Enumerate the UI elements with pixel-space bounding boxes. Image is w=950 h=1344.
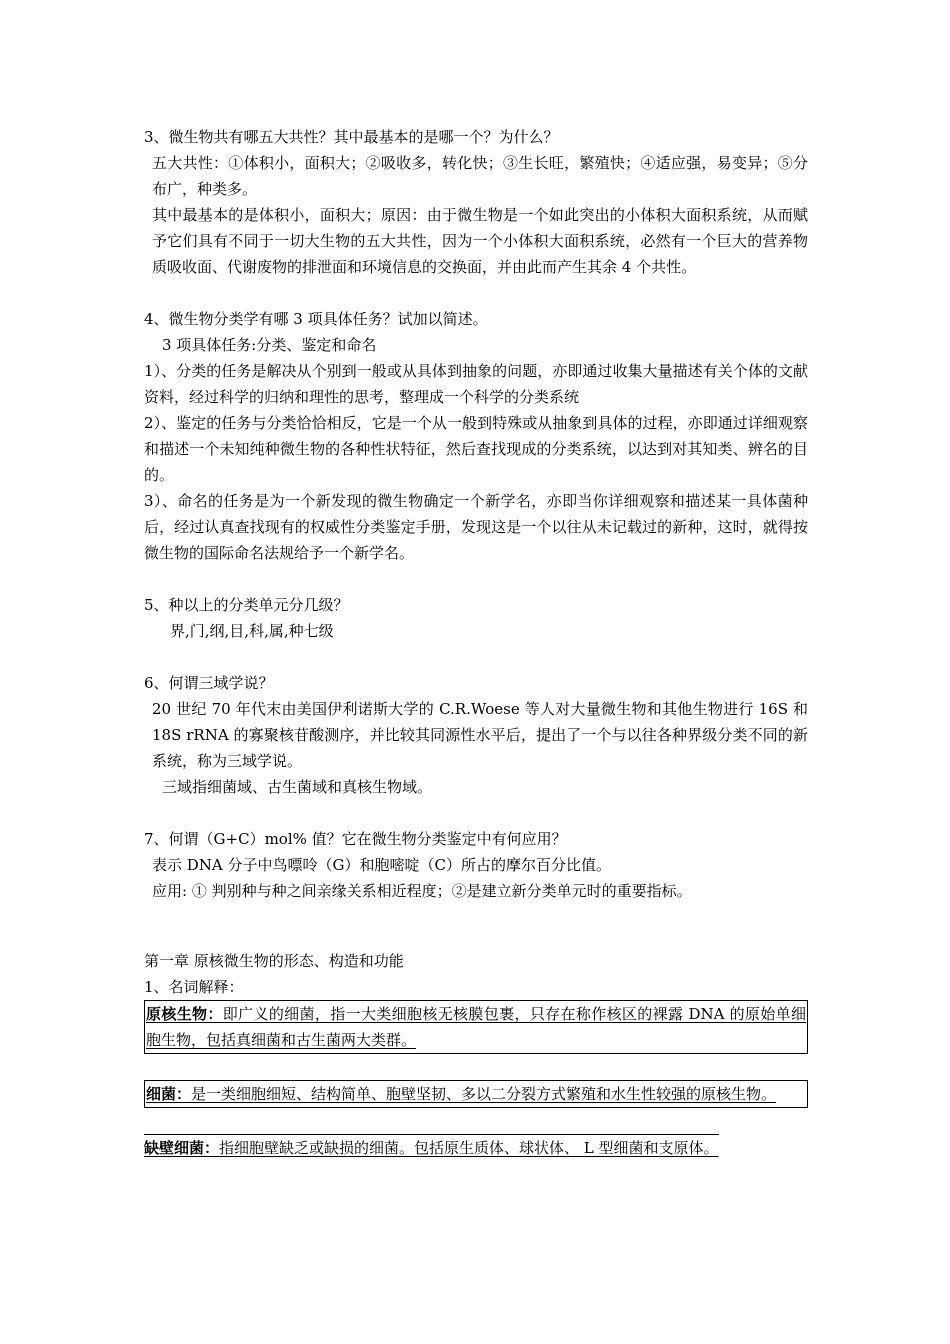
q3-answer-reason: 其中最基本的是体积小，面积大；原因：由于微生物是一个如此突出的小体积大面积系统，从而赋予它们具有不同于一切大生物的五大共性，因为一个小体积大面积系统，必然有一个巨大的营养物质吸收面、代谢废物的排泄面和环境信息的交换面，并由此而产生其余 4 个共性。 [152,206,808,276]
q4-identification: 2）、鉴定的任务与分类恰恰相反，它是一个从一般到特殊或从抽象到具体的过程，亦即通过详细观察和描述一个未知纯种微生物的各种性状特征，然后查找现成的分类系统，以达到对其知类、辨名的目的。 [144,414,808,484]
document-body [144,124,808,1161]
q6-answer-domains: 三域指细菌域、古生菌域和真核生物域。 [162,778,433,796]
q5-question: 5、种以上的分类单元分几级？ [144,596,349,614]
term-definition: 即广义的细菌，指一大类细胞核无核膜包裹，只存在称作核区的裸露 DNA 的原始单细胞生物，包括真细菌和古生菌两大类群。 [146,1005,806,1049]
term-label: 原核生物： [146,1005,223,1023]
q4-nomenclature: 3）、命名的任务是为一个新发现的微生物确定一个新学名，亦即当你详细观察和描述某一具体菌种后，经过认真查找现有的权威性分类鉴定手册，发现这是一个以往从未记载过的新种，这时，就得按微生物的国际命名法规给予一个新学名。 [144,492,808,562]
term-label: 缺壁细菌： [144,1139,220,1157]
q7-answer-definition: 表示 DNA 分子中鸟嘌呤（G）和胞嘧啶（C）所占的摩尔百分比值。 [152,856,611,874]
q4-intro: 3 项具体任务:分类、鉴定和命名 [162,336,377,354]
term-prokaryote [144,1000,808,1054]
term-cell-wall-deficient-bacteria [144,1134,719,1161]
q3-question: 3、微生物共有哪五大共性？其中最基本的是哪一个？为什么？ [144,128,559,146]
q7-question: 7、何谓（G+C）mol% 值？它在微生物分类鉴定中有何应用？ [144,830,567,848]
chapter-title: 第一章 原核微生物的形态、构造和功能 [144,952,404,970]
q6-answer-history: 20 世纪 70 年代末由美国伊利诺斯大学的 C.R.Woese 等人对大量微生物和其他生物进行 16S 和 18S rRNA 的寡聚核苷酸测序，并比较其同源性水平后，提出了一个与以往各种界级分类不同的新系统，称为三域学说。 [152,700,808,770]
glossary-heading: 1、名词解释： [144,978,244,996]
q5-answer: 界,门,纲,目,科,属,种七级 [170,622,334,640]
q6-question: 6、何谓三域学说？ [144,674,274,692]
term-bacteria [144,1080,808,1108]
q7-answer-application: 应用: ① 判别种与种之间亲缘关系相近程度；②是建立新分类单元时的重要指标。 [152,882,692,900]
q3-answer-traits: 五大共性：①体积小，面积大；②吸收多，转化快；③生长旺，繁殖快；④适应强，易变异；⑤分布广，种类多。 [152,154,808,198]
term-label: 细菌： [146,1085,192,1103]
q4-classification: 1）、分类的任务是解决从个别到一般或从具体到抽象的问题，亦即通过收集大量描述有关个体的文献资料，经过科学的归纳和理性的思考，整理成一个科学的分类系统 [144,362,808,406]
term-definition: 是一类细胞细短、结构简单、胞壁坚韧、多以二分裂方式繁殖和水生性较强的原核生物。 [191,1085,777,1103]
term-definition: 指细胞壁缺乏或缺损的细菌。包括原生质体、球状体、 L 型细菌和支原体。 [219,1139,719,1157]
q4-question: 4、微生物分类学有哪 3 项具体任务？试加以简述。 [144,310,488,328]
